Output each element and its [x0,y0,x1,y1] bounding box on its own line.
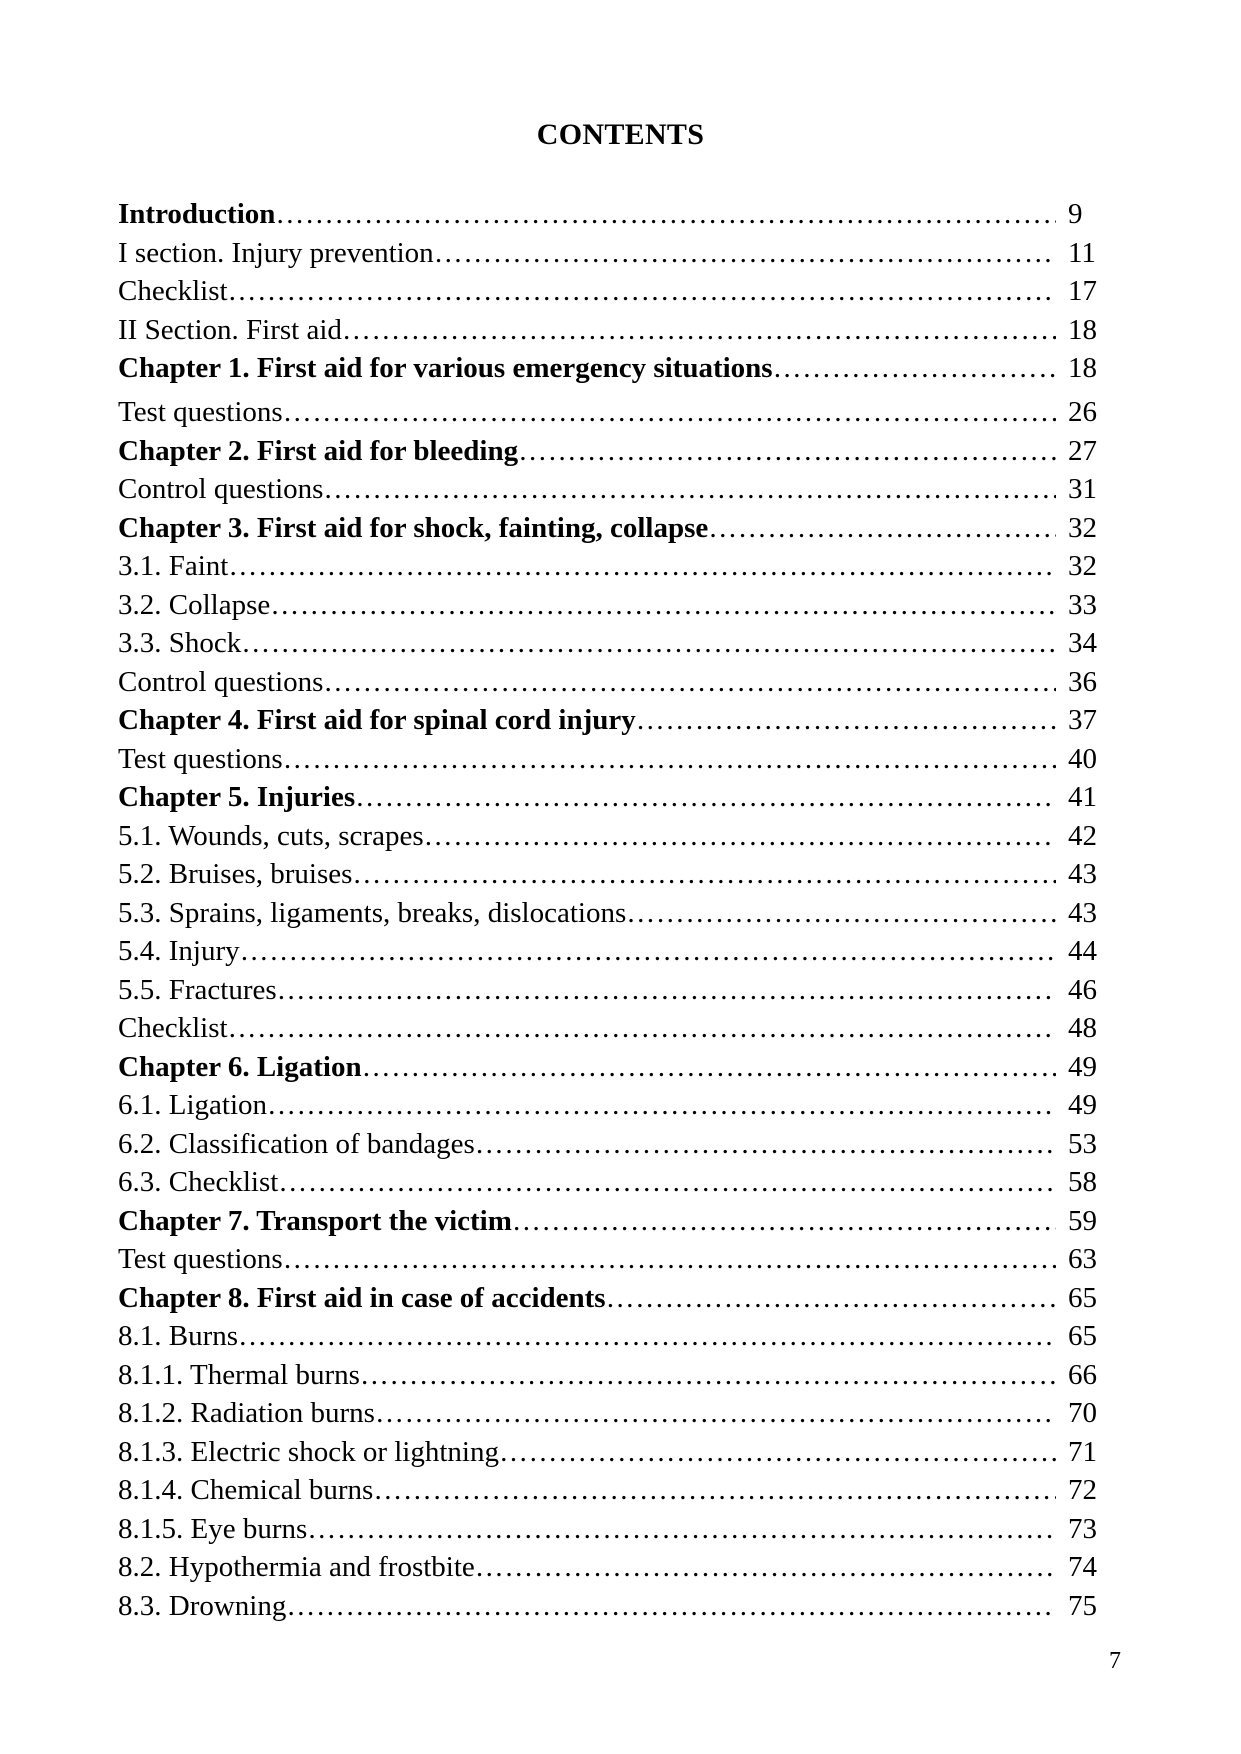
toc-entry-label: 6.2. Classification of bandages [118,1127,475,1160]
toc-entry-label: Chapter 6. Ligation [118,1050,362,1083]
toc-dot-leader [434,234,1056,273]
toc-entry-label: 8.3. Drowning [118,1589,287,1622]
toc-dot-leader [708,509,1056,548]
toc-dot-leader [228,272,1056,311]
toc-entry-page: 48 [1068,1012,1097,1044]
page-number: 7 [1109,1648,1121,1674]
toc-entry-page: 63 [1068,1243,1097,1275]
toc-entry-label: 8.1.5. Eye burns [118,1512,308,1545]
toc-entry-page: 49 [1068,1089,1097,1121]
toc-entry-page: 43 [1068,896,1097,929]
toc-entry[interactable] [118,1433,1120,1472]
toc-dot-leader [277,971,1056,1010]
toc-entry-label: Test questions [118,1243,283,1275]
toc-entry-page: 72 [1068,1474,1097,1506]
toc-entry-label: Chapter 8. First aid in case of accidents [118,1281,606,1314]
toc-entry-page: 46 [1068,973,1097,1006]
toc-entry-page: 43 [1068,858,1097,890]
toc-dot-leader [278,1163,1056,1202]
toc-entry-label: 3.1. Faint [118,550,229,582]
toc-entry-page: 75 [1068,1589,1097,1622]
toc-entry[interactable] [118,470,1120,509]
toc-entry[interactable] [118,817,1120,856]
toc-entry-label: II Section. First aid [118,313,342,346]
table-of-contents [118,195,1120,1625]
toc-entry-page: 41 [1068,781,1097,813]
toc-entry-label: 5.2. Bruises, bruises [118,858,353,890]
toc-entry[interactable] [118,195,1120,234]
toc-dot-leader [228,547,1056,586]
toc-dot-leader [283,393,1056,432]
toc-entry-page: 33 [1068,588,1097,621]
toc-entry-page: 18 [1068,313,1097,346]
toc-dot-leader [307,1510,1056,1549]
toc-entry-page: 17 [1068,275,1097,307]
toc-entry-page: 18 [1068,352,1097,384]
toc-entry[interactable] [118,586,1120,625]
toc-entry[interactable] [118,932,1120,971]
toc-entry-label: 3.3. Shock [118,627,242,659]
toc-entry-page: 73 [1068,1512,1097,1545]
toc-dot-leader [475,1125,1056,1164]
toc-entry-label: I section. Injury prevention [118,236,434,269]
toc-dot-leader [275,195,1056,234]
toc-dot-leader [238,1317,1056,1356]
toc-entry[interactable] [118,272,1120,311]
page-title: CONTENTS [536,118,705,151]
toc-entry-page: 70 [1068,1397,1097,1429]
toc-entry-label: 6.3. Checklist [118,1166,279,1198]
toc-dot-leader [283,740,1056,779]
toc-entry-page: 27 [1068,434,1097,467]
toc-entry-label: 8.1.2. Radiation burns [118,1397,375,1429]
toc-dot-leader [270,586,1056,625]
toc-entry-label: 5.1. Wounds, cuts, scrapes [118,819,424,852]
toc-dot-leader [352,855,1056,894]
toc-dot-leader [424,817,1056,856]
toc-entry[interactable] [118,1163,1120,1202]
toc-entry[interactable] [118,1356,1120,1395]
toc-dot-leader [373,1471,1056,1510]
toc-entry-page: 65 [1068,1320,1097,1352]
toc-dot-leader [355,778,1056,817]
toc-dot-leader [323,663,1056,702]
toc-entry-page: 40 [1068,742,1097,775]
toc-entry-page: 32 [1068,511,1097,544]
toc-dot-leader [241,624,1056,663]
toc-entry-label: Test questions [118,742,283,775]
toc-entry[interactable] [118,1510,1120,1549]
toc-entry-label: 3.2. Collapse [118,588,271,621]
toc-entry[interactable] [118,1202,1120,1241]
toc-entry-page: 31 [1068,473,1097,505]
toc-entry-page: 71 [1068,1435,1097,1468]
toc-entry-label: 8.2. Hypothermia and frostbite [118,1551,475,1583]
toc-entry-page: 9 [1068,198,1083,230]
toc-entry-page: 53 [1068,1127,1097,1160]
toc-dot-leader [286,1587,1056,1626]
toc-dot-leader [475,1548,1056,1587]
toc-dot-leader [342,311,1056,350]
toc-entry[interactable] [118,1048,1120,1087]
toc-entry-label: Introduction [118,198,276,230]
toc-entry-page: 32 [1068,550,1097,582]
toc-entry-page: 37 [1068,704,1097,736]
toc-entry-label: 8.1. Burns [118,1320,239,1352]
toc-entry-label: 8.1.1. Thermal burns [118,1358,360,1391]
toc-entry[interactable] [118,311,1120,350]
toc-entry[interactable] [118,740,1120,779]
toc-entry-page: 66 [1068,1358,1097,1391]
toc-entry-label: Chapter 4. First aid for spinal cord injury [118,704,636,736]
toc-entry-label: Checklist [118,1012,228,1044]
toc-entry[interactable] [118,663,1120,702]
toc-entry-page: 58 [1068,1166,1097,1198]
toc-entry[interactable] [118,1587,1120,1626]
toc-dot-leader [518,432,1056,471]
toc-entry[interactable] [118,234,1120,273]
toc-dot-leader [323,470,1056,509]
toc-entry-label: 8.1.3. Electric shock or lightning [118,1435,499,1468]
toc-entry-page: 26 [1068,396,1097,428]
toc-entry[interactable] [118,509,1120,548]
toc-dot-leader [606,1279,1056,1318]
toc-dot-leader [636,701,1056,740]
toc-entry-page: 42 [1068,819,1097,852]
toc-entry[interactable] [118,1279,1120,1318]
toc-entry-page: 65 [1068,1281,1097,1314]
toc-entry-page: 44 [1068,935,1097,967]
toc-entry[interactable] [118,1548,1120,1587]
toc-entry-page: 49 [1068,1050,1097,1083]
toc-entry[interactable] [118,1009,1120,1048]
toc-dot-leader [375,1394,1056,1433]
toc-entry-label: 5.3. Sprains, ligaments, breaks, dislocations [118,896,627,929]
toc-entry-label: Test questions [118,396,283,428]
toc-dot-leader [512,1202,1056,1241]
toc-entry[interactable] [118,1394,1120,1433]
toc-entry[interactable] [118,1086,1120,1125]
toc-entry-label: Chapter 1. First aid for various emergency situations [118,352,773,384]
toc-entry[interactable] [118,971,1120,1010]
toc-dot-leader [360,1356,1056,1395]
toc-dot-leader [267,1086,1056,1125]
toc-entry[interactable] [118,1240,1120,1279]
toc-entry[interactable] [118,547,1120,586]
toc-entry-label: Chapter 5. Injuries [118,781,356,813]
toc-entry[interactable] [118,624,1120,663]
toc-dot-leader [499,1433,1056,1472]
toc-entry-label: 5.4. Injury [118,935,240,967]
toc-entry[interactable] [118,1125,1120,1164]
toc-entry-page: 36 [1068,665,1097,698]
toc-entry-page: 59 [1068,1204,1097,1237]
toc-entry[interactable] [118,701,1120,740]
toc-entry-label: Chapter 2. First aid for bleeding [118,434,519,467]
toc-entry[interactable] [118,1471,1120,1510]
toc-entry-label: 6.1. Ligation [118,1089,268,1121]
toc-entry-page: 34 [1068,627,1097,659]
toc-entry-label: 5.5. Fractures [118,973,277,1006]
toc-dot-leader [362,1048,1056,1087]
toc-entry[interactable] [118,894,1120,933]
toc-entry-label: Control questions [118,473,324,505]
toc-dot-leader [283,1240,1056,1279]
toc-dot-leader [228,1009,1056,1048]
toc-entry-label: Chapter 7. Transport the victim [118,1204,512,1237]
toc-entry[interactable] [118,432,1120,471]
toc-entry-label: Control questions [118,665,324,698]
toc-entry-page: 74 [1068,1551,1097,1583]
toc-dot-leader [626,894,1056,933]
toc-entry[interactable] [118,1317,1120,1356]
toc-entry[interactable] [118,778,1120,817]
toc-dot-leader [240,932,1056,971]
toc-entry-page: 11 [1068,236,1096,269]
toc-dot-leader [773,349,1056,388]
toc-entry[interactable] [118,393,1120,432]
toc-entry-label: Chapter 3. First aid for shock, fainting, collapse [118,511,709,544]
toc-entry[interactable] [118,349,1120,393]
toc-entry-label: Checklist [118,275,228,307]
toc-entry[interactable] [118,855,1120,894]
toc-entry-label: 8.1.4. Chemical burns [118,1474,374,1506]
